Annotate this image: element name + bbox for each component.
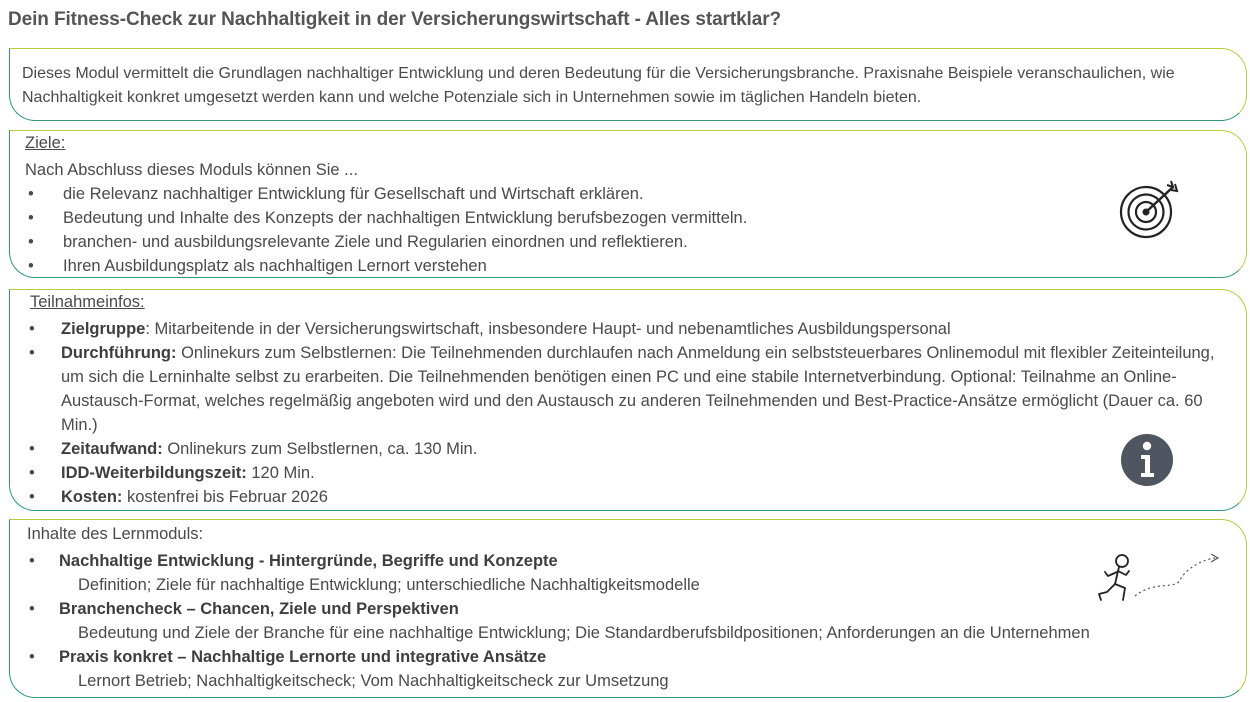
list-item: • Durchführung: Onlinekurs zum Selbstlernen: Die Teilnehmenden durchlaufen nach Anmeldung ein selbststeuerbares Onlinemodul mit flexibler Zeiteinteilung, um sich die Lerninhalte selbst zu erarbeiten. Die Teilnehmenden benötigen einen PC und eine stabile Internetverbindung. Optional: Teilnahme an Online-Austausch-Format, welches regelmäßig angeboten wird und den Austausch zu anderen Teilnehmenden und Best-Practice-Ansätze ermöglicht (Dauer ca. 60 Min.) xyxy=(29,344,1215,434)
item-title: Nachhaltige Entwicklung - Hintergründe, Begriffe und Konzepte xyxy=(59,552,558,570)
running-person-icon xyxy=(1095,550,1225,610)
list-item: • branchen- und ausbildungsrelevante Ziele und Regularien einordnen und reflektieren. xyxy=(28,233,688,251)
item-detail: Definition; Ziele für nachhaltige Entwicklung; unterschiedliche Nachhaltigkeitsmodelle xyxy=(78,576,700,594)
participation-box xyxy=(9,289,1247,511)
contents-box xyxy=(9,519,1247,698)
list-item: • Praxis konkret – Nachhaltige Lernorte und integrative Ansätze xyxy=(29,648,547,666)
list-item: • Zeitaufwand: Onlinekurs zum Selbstlernen, ca. 130 Min. xyxy=(29,440,478,458)
item-detail: Lernort Betrieb; Nachhaltigkeitscheck; Vom Nachhaltigkeitscheck zur Umsetzung xyxy=(78,672,669,690)
participation-list xyxy=(26,317,1231,509)
list-item: • die Relevanz nachhaltiger Entwicklung für Gesellschaft und Wirtschaft erklären. xyxy=(28,185,644,203)
list-item: • Zielgruppe: Mitarbeitende in der Versicherungswirtschaft, insbesondere Haupt- und nebenamtliches Ausbildungspersonal xyxy=(29,320,951,338)
item-label: Kosten: xyxy=(61,488,123,506)
item-label: Zielgruppe xyxy=(61,320,146,338)
list-item: • IDD-Weiterbildungszeit: 120 Min. xyxy=(29,464,315,482)
item-label: Zeitaufwand: xyxy=(61,440,163,458)
list-item: • Branchencheck – Chancen, Ziele und Perspektiven xyxy=(29,600,459,618)
list-item: • Ihren Ausbildungsplatz als nachhaltigen Lernort verstehen xyxy=(28,257,487,275)
participation-heading: Teilnahmeinfos: xyxy=(30,293,145,311)
goals-lead: Nach Abschluss dieses Moduls können Sie ... xyxy=(25,161,358,179)
target-icon xyxy=(1118,179,1182,241)
goals-list xyxy=(25,182,1105,278)
contents-list xyxy=(26,549,1226,693)
list-item: • Kosten: kostenfrei bis Februar 2026 xyxy=(29,488,328,506)
item-title: Branchencheck – Chancen, Ziele und Perspektiven xyxy=(59,600,459,618)
contents-heading: Inhalte des Lernmoduls: xyxy=(27,525,204,543)
item-label: IDD-Weiterbildungszeit: xyxy=(61,464,247,482)
intro-box xyxy=(9,48,1247,121)
list-item: • Nachhaltige Entwicklung - Hintergründe, Begriffe und Konzepte xyxy=(29,552,558,570)
goals-box xyxy=(9,130,1247,278)
intro-text: Dieses Modul vermittelt die Grundlagen nachhaltiger Entwicklung und deren Bedeutung für die Versicherungsbranche. Praxisnahe Beispiele veranschaulichen, wie Nachhaltigkeit konkret umgesetzt werden kann und welche Potenziale sich in Unternehmen sowie im täglichen Handeln bieten. xyxy=(22,65,1175,106)
item-title: Praxis konkret – Nachhaltige Lernorte und integrative Ansätze xyxy=(59,648,547,666)
page-title: Dein Fitness-Check zur Nachhaltigkeit in der Versicherungswirtschaft - Alles startklar? xyxy=(8,9,781,30)
goals-heading: Ziele: xyxy=(25,134,66,152)
list-item: • Bedeutung und Inhalte des Konzepts der nachhaltigen Entwicklung berufsbezogen vermitteln. xyxy=(28,209,748,227)
item-label: Durchführung: xyxy=(61,344,177,362)
item-detail: Bedeutung und Ziele der Branche für eine nachhaltige Entwicklung; Die Standardberufsbildpositionen; Anforderungen an die Unternehmen xyxy=(78,624,1090,642)
info-icon xyxy=(1120,433,1174,487)
